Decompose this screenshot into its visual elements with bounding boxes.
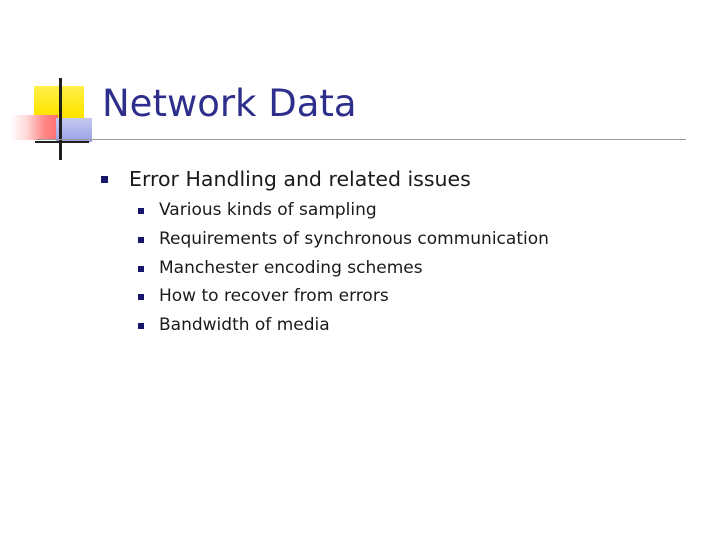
logo-red-bar: [10, 115, 58, 140]
sub-bullet-text: Requirements of synchronous communication: [159, 228, 549, 249]
square-bullet-icon: [101, 176, 108, 183]
square-bullet-icon: [138, 294, 144, 300]
sub-bullet-item: [138, 311, 549, 340]
main-bullet-item: [101, 164, 471, 194]
sub-bullet-item: [138, 196, 549, 225]
square-bullet-icon: [138, 237, 144, 243]
sub-bullet-text: Various kinds of sampling: [159, 200, 377, 220]
logo-vertical-line: [59, 78, 62, 160]
square-bullet-icon: [138, 208, 144, 214]
sub-bullet-text: Bandwidth of media: [159, 315, 330, 336]
square-bullet-icon: [138, 323, 144, 329]
main-bullet-list: [101, 164, 471, 194]
sub-bullet-item: [138, 282, 549, 311]
sub-bullet-list: [138, 196, 549, 340]
sub-bullet-text: Manchester encoding schemes: [159, 257, 423, 278]
logo-horizontal-line: [35, 141, 89, 143]
title-underline: [36, 139, 686, 140]
sub-bullet-item: [138, 254, 549, 283]
square-bullet-icon: [138, 266, 144, 272]
sub-bullet-item: [138, 225, 549, 254]
slide-title: Network Data: [102, 82, 357, 125]
main-bullet-text: Error Handling and related issues: [129, 167, 471, 191]
sub-bullet-text: How to recover from errors: [159, 286, 389, 307]
